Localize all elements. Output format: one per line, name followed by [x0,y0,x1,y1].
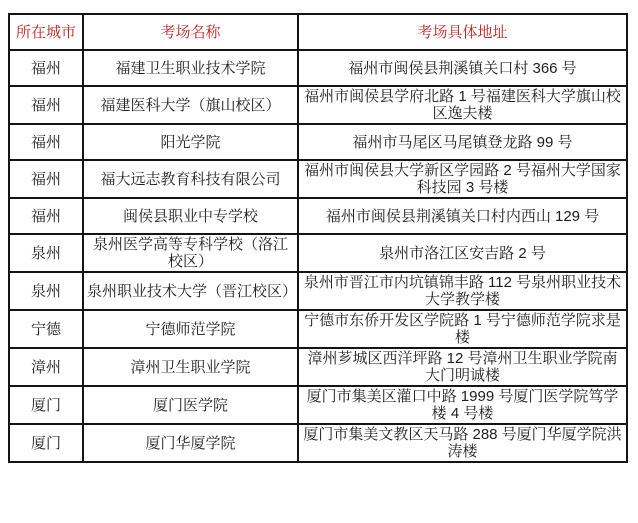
cell-city: 福州 [9,198,83,234]
cell-address: 宁德市东侨开发区学院路 1 号宁德师范学院求是楼 [298,310,627,348]
cell-venue: 厦门华厦学院 [83,424,298,462]
header-venue: 考场名称 [83,14,298,50]
cell-venue: 福建卫生职业技术学院 [83,50,298,86]
table-row [9,234,627,272]
table-row [9,50,627,86]
cell-address: 福州市闽侯县大学新区学园路 2 号福州大学国家科技园 3 号楼 [298,160,627,198]
cell-city: 福州 [9,160,83,198]
cell-address: 福州市马尾区马尾镇登龙路 99 号 [298,124,627,160]
cell-address: 泉州市洛江区安吉路 2 号 [298,234,627,272]
cell-venue: 福大远志教育科技有限公司 [83,160,298,198]
table-row [9,424,627,462]
cell-city: 福州 [9,86,83,124]
cell-venue: 福建医科大学（旗山校区） [83,86,298,124]
cell-venue: 漳州卫生职业学院 [83,348,298,386]
table-row [9,348,627,386]
table-row [9,86,627,124]
cell-venue: 泉州职业技术大学（晋江校区） [83,272,298,310]
exam-venues-table [8,13,628,463]
cell-address: 福州市闽侯县学府北路 1 号福建医科大学旗山校区逸夫楼 [298,86,627,124]
cell-city: 厦门 [9,386,83,424]
cell-venue: 阳光学院 [83,124,298,160]
table-row [9,198,627,234]
cell-city: 厦门 [9,424,83,462]
cell-city: 泉州 [9,272,83,310]
cell-venue: 泉州医学高等专科学校（洛江校区） [83,234,298,272]
table-row [9,310,627,348]
cell-city: 福州 [9,50,83,86]
cell-address: 福州市闽侯县荆溪镇关口村内西山 129 号 [298,198,627,234]
cell-address: 福州市闽侯县荆溪镇关口村 366 号 [298,50,627,86]
cell-address: 泉州市晋江市内坑镇锦丰路 112 号泉州职业技术大学教学楼 [298,272,627,310]
cell-venue: 宁德师范学院 [83,310,298,348]
table-row [9,160,627,198]
cell-address: 漳州芗城区西洋坪路 12 号漳州卫生职业学院南大门明诚楼 [298,348,627,386]
cell-venue: 厦门医学院 [83,386,298,424]
cell-city: 宁德 [9,310,83,348]
watermark [0,466,638,523]
header-address: 考场具体地址 [298,14,627,50]
header-city: 所在城市 [9,14,83,50]
cell-city: 漳州 [9,348,83,386]
cell-address: 厦门市集美文教区天马路 288 号厦门华厦学院洪涛楼 [298,424,627,462]
table-row [9,124,627,160]
table-row [9,386,627,424]
cell-address: 厦门市集美区灌口中路 1999 号厦门医学院笃学楼 4 号楼 [298,386,627,424]
table-row [9,272,627,310]
table-header-row [9,14,627,50]
cell-venue: 闽侯县职业中专学校 [83,198,298,234]
cell-city: 福州 [9,124,83,160]
cell-city: 泉州 [9,234,83,272]
